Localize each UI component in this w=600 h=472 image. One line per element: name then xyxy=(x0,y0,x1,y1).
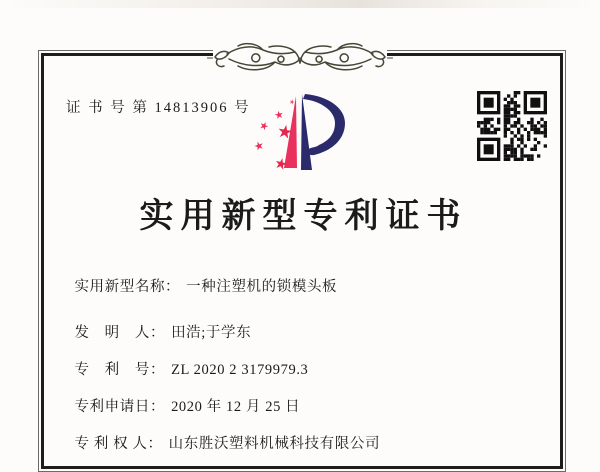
certificate-title: 实用新型专利证书 xyxy=(139,198,468,235)
photo-edge-smudge xyxy=(0,0,600,8)
field-value: 田浩;于学东 xyxy=(171,325,252,341)
field-label: 专利申请日： xyxy=(74,399,166,415)
qr-code-icon xyxy=(477,91,547,161)
field-patentee xyxy=(66,415,381,452)
field-value: 山东胜沃塑料机械科技有限公司 xyxy=(168,436,381,452)
engraved-scroll-ornament-icon xyxy=(205,33,395,79)
field-utility-model-name xyxy=(66,258,338,295)
logo-navy-wedge xyxy=(301,94,312,170)
field-inventors xyxy=(66,304,252,341)
field-label: 发 明 人： xyxy=(74,325,166,341)
field-label: 实用新型名称： xyxy=(74,279,181,295)
field-filing-date xyxy=(66,378,301,415)
logo-p-bowl xyxy=(303,94,345,155)
cnipa-patent-logo-icon xyxy=(248,88,366,176)
field-value: 2020 年 12 月 25 日 xyxy=(171,399,301,415)
field-value: ZL 2020 2 3179979.3 xyxy=(171,362,309,378)
field-patent-number xyxy=(66,341,309,378)
certificate-number: 证 书 号 第 14813906 号 xyxy=(66,100,251,116)
field-value: 一种注塑机的锁模头板 xyxy=(186,279,338,295)
field-label: 专 利 号： xyxy=(74,362,166,378)
field-label: 专 利 权 人： xyxy=(74,436,163,452)
